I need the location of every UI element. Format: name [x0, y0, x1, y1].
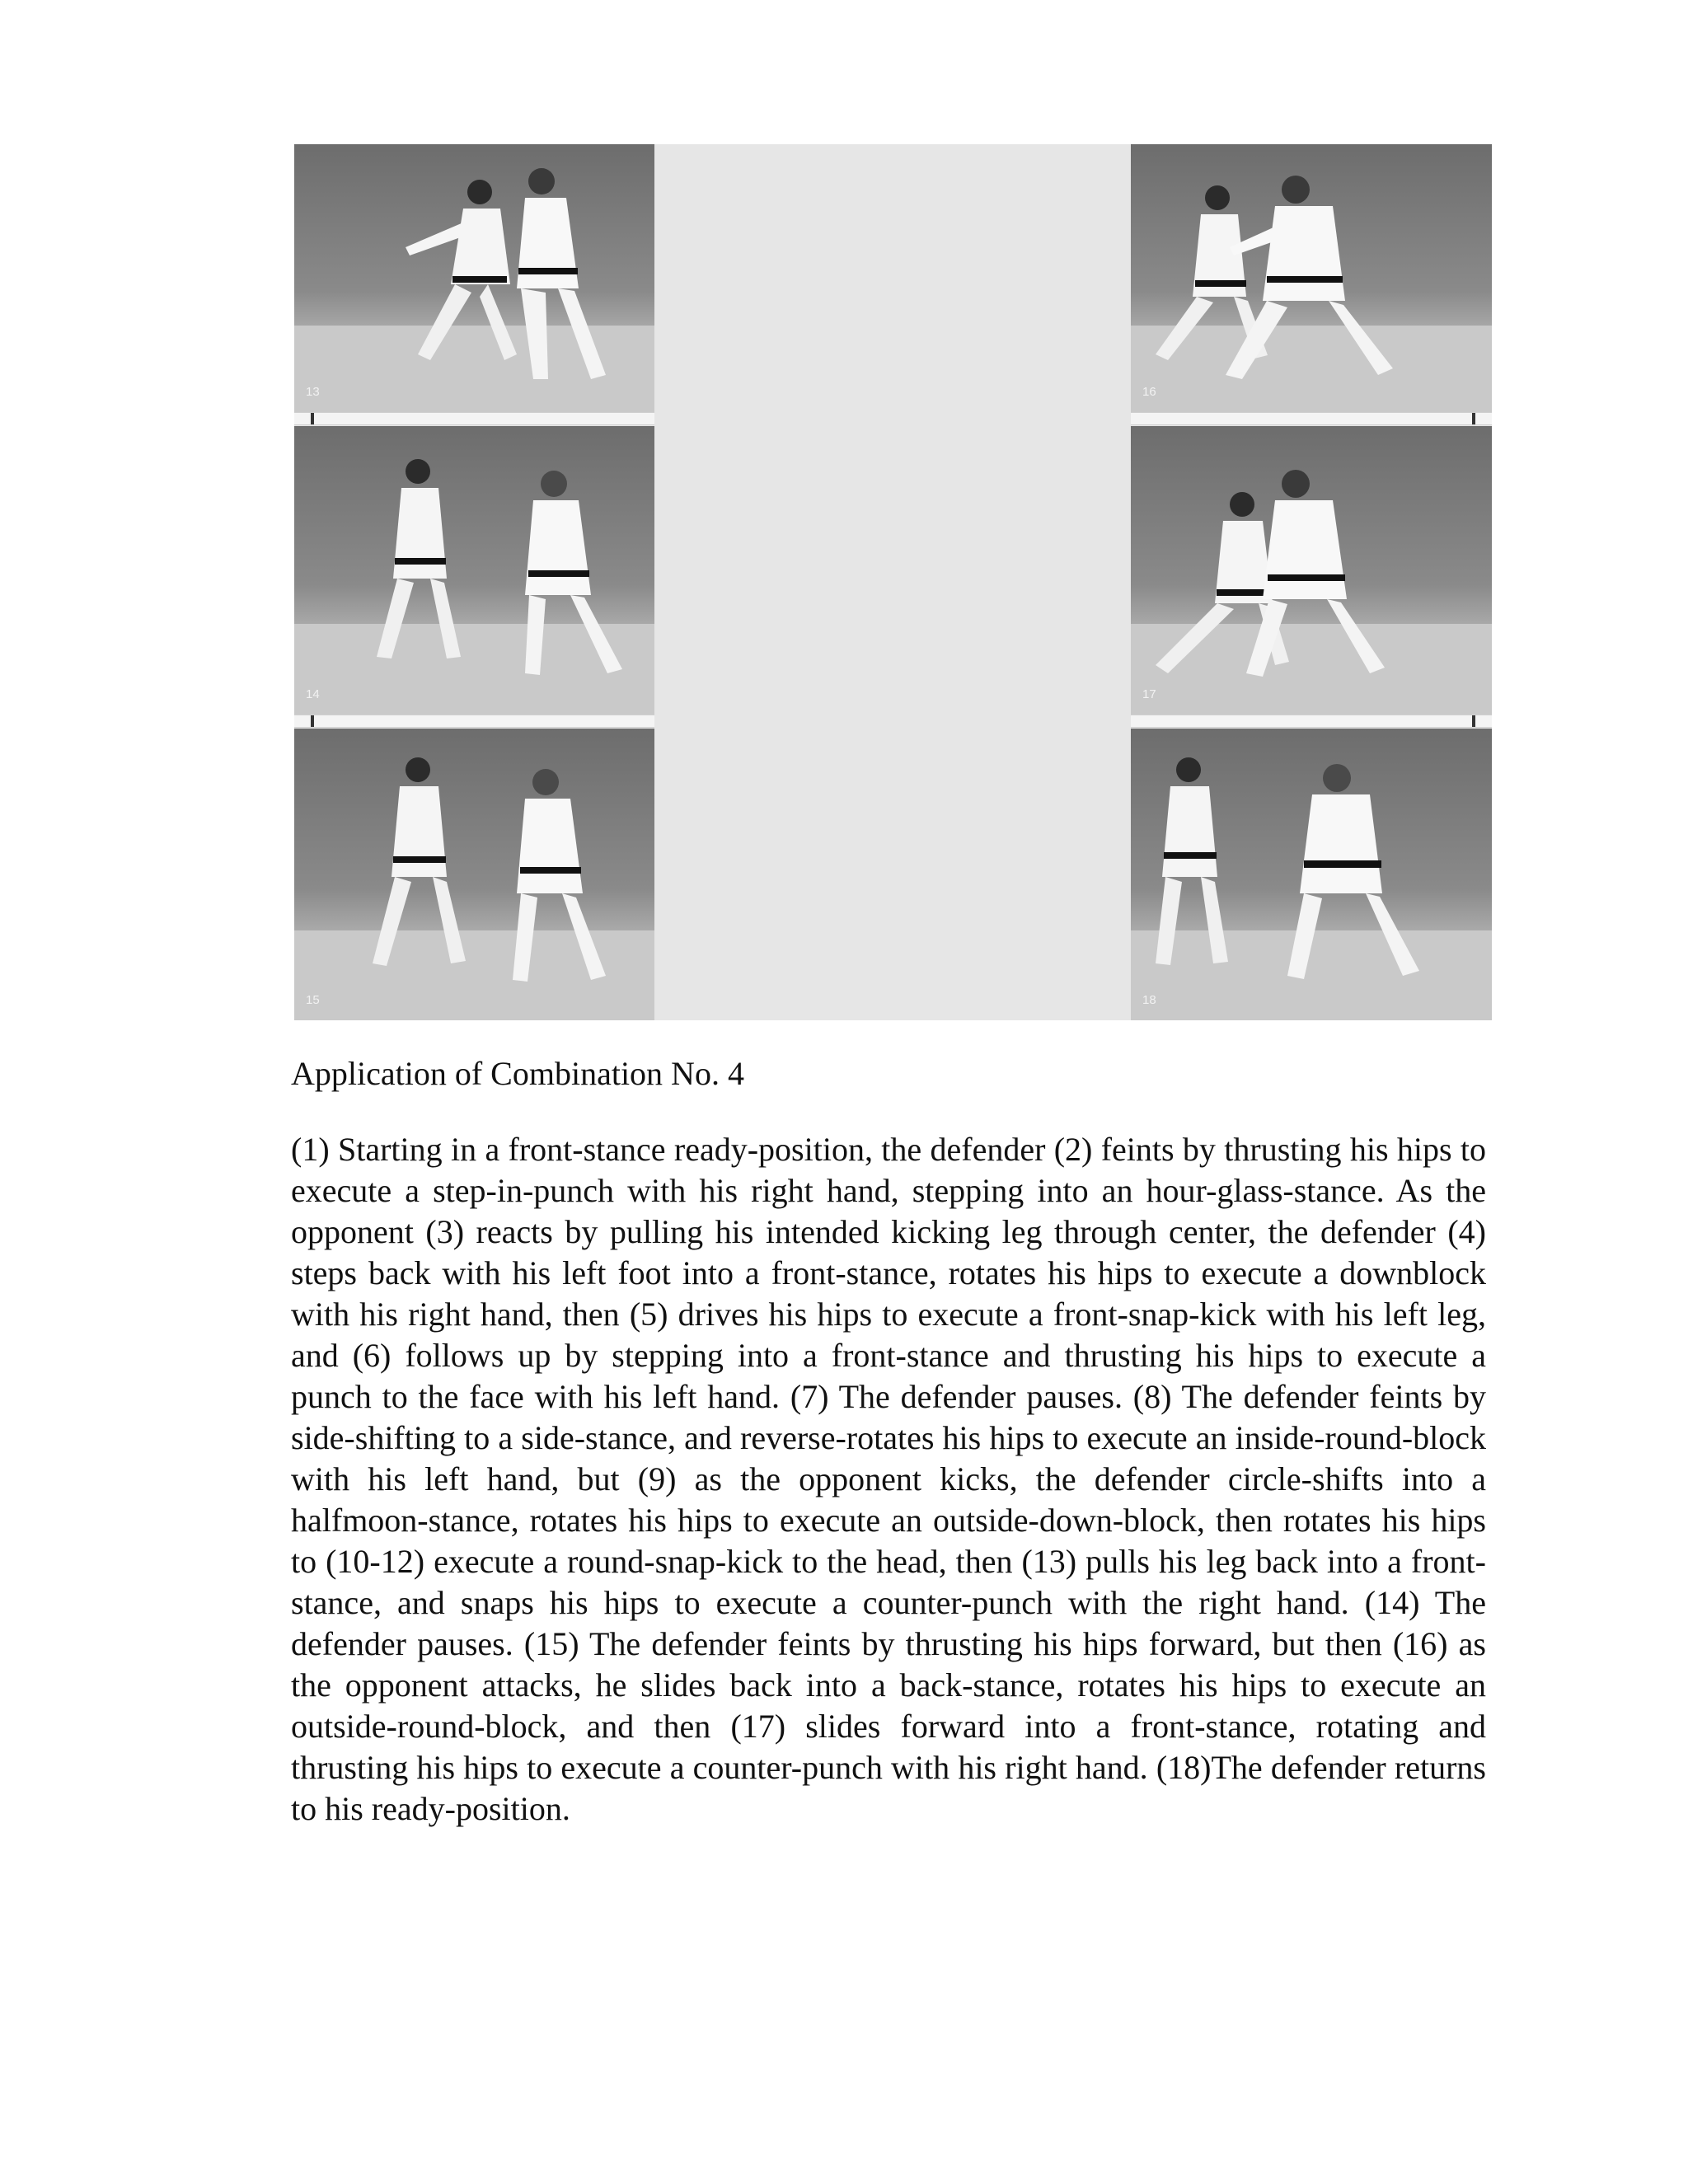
panel-number: 17: [1142, 687, 1156, 701]
photo-panel-15: [294, 729, 654, 1020]
divider-tick: [311, 413, 314, 424]
panel-divider: [1131, 715, 1492, 728]
panel-divider: [294, 412, 654, 425]
body-paragraph: (1) Starting in a front-stance ready-position, the defender (2) feints by thrusting his hips to execute a step-in-punch with his right hand, stepping into an hour-glass-stance. As the opponent (3) reacts by pulling his intended kicking leg through center, the defender (4) steps back with his left foot into a front-stance, rotates his hips to execute a downblock with his right hand, then (5) drives his hips to execute a front-snap-kick with his left leg, and (6) follows up by stepping into a front-stance and thrusting his hips to execute a punch to the face with his left hand. (7) The defender pauses. (8) The defender feints by side-shifting to a side-stance, and reverse-rotates his hips to execute an inside-round-block with his left hand, but (9) as the opponent kicks, the defender circle-shifts into a halfmoon-stance, rotates his hips to execute an outside-down-block, then rotates his hips to (10-12) execute a round-snap-kick to the head, then (13) pulls his leg back into a front-stance, and snaps his hips to execute a counter-punch with the right hand. (14) The defender pauses. (15) The defender feints by thrusting his hips forward, but then (16) as the opponent attacks, he slides back into a back-stance, rotates his hips to execute an outside-round-block, and then (17) slides forward into a front-stance, rotating and thrusting his hips to execute a counter-punch with his right hand. (18)The defender returns to his ready-position.: [291, 1131, 1486, 1827]
divider-tick: [311, 715, 314, 727]
photo-panel-18: [1131, 729, 1492, 1020]
panel-number: 15: [306, 993, 320, 1007]
figure-caption: Application of Combination No. 4: [291, 1055, 744, 1092]
panel-divider: [294, 715, 654, 728]
karate-figures-illustration: [294, 426, 654, 715]
photo-panel-17: [1131, 426, 1492, 715]
karate-figures-illustration: [294, 729, 654, 1020]
photo-sequence-figure: [294, 144, 1492, 1020]
panel-number: 16: [1142, 385, 1156, 399]
photo-panel-14: [294, 426, 654, 715]
photo-panel-13: [294, 144, 654, 412]
panel-divider: [1131, 412, 1492, 425]
panel-number: 14: [306, 687, 320, 701]
divider-tick: [1472, 715, 1475, 727]
karate-figures-illustration: [1131, 144, 1492, 412]
karate-figures-illustration: [1131, 729, 1492, 1020]
karate-figures-illustration: [294, 144, 654, 412]
karate-figures-illustration: [1131, 426, 1492, 715]
divider-tick: [1472, 413, 1475, 424]
panel-number: 18: [1142, 993, 1156, 1007]
photo-panel-16: [1131, 144, 1492, 412]
panel-number: 13: [306, 385, 320, 399]
